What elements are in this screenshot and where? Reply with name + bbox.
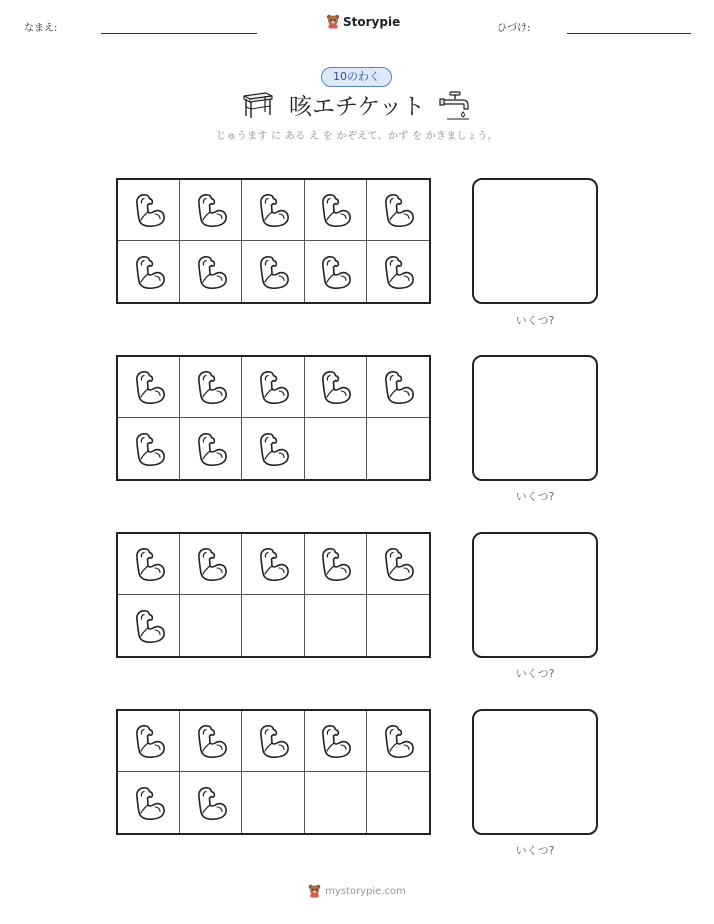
flexed-biceps-icon: [378, 367, 418, 407]
ten-frame-cell: [118, 772, 180, 833]
ten-frame-cell: [367, 595, 429, 656]
storypie-bear-icon: [326, 14, 340, 29]
ten-frame-cell: [242, 534, 304, 595]
flexed-biceps-icon: [191, 252, 231, 292]
ten-frame: [116, 178, 431, 304]
ten-frame-cell: [305, 418, 367, 479]
ten-frame-cell: [118, 357, 180, 418]
ten-frame-cell: [305, 180, 367, 241]
flexed-biceps-icon: [129, 606, 169, 646]
ten-frame-cell: [118, 534, 180, 595]
flexed-biceps-icon: [129, 367, 169, 407]
flexed-biceps-icon: [315, 544, 355, 584]
ten-frame-cell: [367, 357, 429, 418]
desk-icon: [241, 90, 275, 120]
flexed-biceps-icon: [253, 544, 293, 584]
flexed-biceps-icon: [253, 190, 293, 230]
flexed-biceps-icon: [191, 783, 231, 823]
date-field[interactable]: [567, 33, 691, 34]
how-many-label: いくつ?: [515, 667, 555, 680]
ten-frame-cell: [242, 241, 304, 302]
faucet-icon: [439, 90, 473, 120]
ten-frame-cell: [367, 418, 429, 479]
footer: [0, 884, 714, 898]
ten-frame-cell: [242, 180, 304, 241]
ten-frame-cell: [305, 357, 367, 418]
flexed-biceps-icon: [253, 367, 293, 407]
ten-frame-cell: [118, 595, 180, 656]
ten-frame-cell: [305, 241, 367, 302]
ten-frame-cell: [242, 772, 304, 833]
ten-frame-cell: [180, 241, 242, 302]
answer-box[interactable]: [472, 532, 598, 658]
ten-frame-cell: [305, 534, 367, 595]
ten-frame-cell: [180, 180, 242, 241]
ten-frame-badge: 10のわく: [321, 67, 392, 87]
page-title-text: 咳エチケット: [289, 94, 425, 120]
flexed-biceps-icon: [129, 252, 169, 292]
flexed-biceps-icon: [315, 367, 355, 407]
flexed-biceps-icon: [378, 190, 418, 230]
flexed-biceps-icon: [315, 252, 355, 292]
instructions: じゅうます に ある え を かぞえて、かず を かきましょう。: [216, 131, 498, 142]
ten-frame-cell: [367, 241, 429, 302]
page-title: [0, 88, 714, 126]
ten-frame-cell: [367, 772, 429, 833]
answer-box[interactable]: [472, 709, 598, 835]
flexed-biceps-icon: [129, 783, 169, 823]
name-label: なまえ:: [24, 23, 58, 34]
ten-frame-cell: [118, 241, 180, 302]
flexed-biceps-icon: [315, 721, 355, 761]
ten-frame-cell: [118, 180, 180, 241]
answer-box[interactable]: [472, 355, 598, 481]
brand-name: Storypie: [343, 14, 401, 29]
flexed-biceps-icon: [129, 190, 169, 230]
ten-frame-cell: [180, 357, 242, 418]
ten-frame-cell: [180, 534, 242, 595]
flexed-biceps-icon: [129, 544, 169, 584]
flexed-biceps-icon: [191, 721, 231, 761]
ten-frame-cell: [180, 418, 242, 479]
ten-frame-cell: [242, 357, 304, 418]
ten-frame-cell: [305, 711, 367, 772]
ten-frame-cell: [242, 711, 304, 772]
ten-frame-cell: [305, 595, 367, 656]
flexed-biceps-icon: [253, 721, 293, 761]
how-many-label: いくつ?: [515, 490, 555, 503]
ten-frame: [116, 532, 431, 658]
date-label: ひづけ:: [497, 23, 531, 34]
ten-frame-cell: [367, 534, 429, 595]
flexed-biceps-icon: [378, 544, 418, 584]
flexed-biceps-icon: [378, 721, 418, 761]
how-many-label: いくつ?: [515, 314, 555, 327]
ten-frame-cell: [305, 772, 367, 833]
ten-frame-cell: [180, 595, 242, 656]
ten-frame-cell: [118, 418, 180, 479]
footer-site: mystorypie.com: [325, 885, 406, 897]
name-field[interactable]: [101, 33, 257, 34]
flexed-biceps-icon: [253, 429, 293, 469]
ten-frame-cell: [180, 772, 242, 833]
ten-frame: [116, 355, 431, 481]
flexed-biceps-icon: [315, 190, 355, 230]
flexed-biceps-icon: [191, 367, 231, 407]
flexed-biceps-icon: [191, 190, 231, 230]
ten-frame-cell: [367, 180, 429, 241]
flexed-biceps-icon: [191, 429, 231, 469]
ten-frame-cell: [180, 711, 242, 772]
flexed-biceps-icon: [253, 252, 293, 292]
ten-frame-cell: [367, 711, 429, 772]
flexed-biceps-icon: [129, 721, 169, 761]
flexed-biceps-icon: [378, 252, 418, 292]
storypie-bear-icon: [308, 884, 321, 898]
brand-logo: [326, 14, 400, 29]
flexed-biceps-icon: [191, 544, 231, 584]
flexed-biceps-icon: [129, 429, 169, 469]
ten-frame-cell: [242, 418, 304, 479]
ten-frame-cell: [118, 711, 180, 772]
answer-box[interactable]: [472, 178, 598, 304]
ten-frame-cell: [242, 595, 304, 656]
how-many-label: いくつ?: [515, 844, 555, 857]
ten-frame: [116, 709, 431, 835]
